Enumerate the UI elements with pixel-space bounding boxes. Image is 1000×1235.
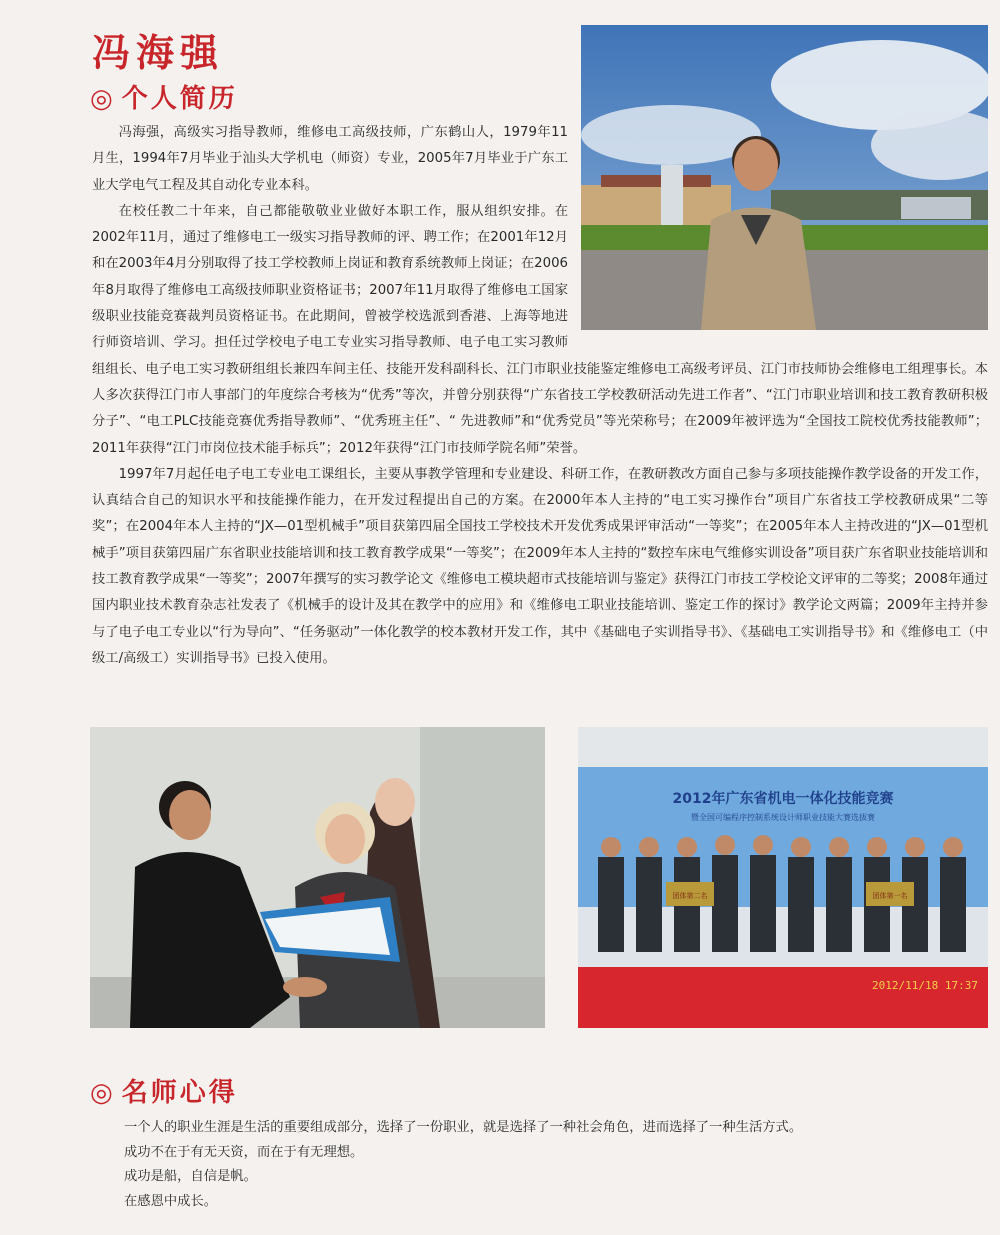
competition-team-photo [578, 727, 988, 1028]
insight-line: 成功是船，自信是帆。 [124, 1169, 257, 1184]
insight-line: 在感恩中成长。 [124, 1193, 218, 1209]
insight-line: 一个人的职业生涯是生活的重要组成部分，选择了一份职业，就是选择了一种社会角色，进而选择了一种生活方式。 [124, 1120, 803, 1135]
heading-circle-icon: ◎ [90, 84, 116, 114]
bio-paragraph: 1997年7月起任电子电工专业电工课组长，主要从事教学管理和专业建设、科研工作，在教研教改方面自己参与多项技能操作教学设备的开发工作，认真结合自己的知识水平和技能操作能力，在开发过程提出自己的方案。在2000年本人主持的“电工实习操作台”项目广东省技工学校教研成果“二等奖”；在2004年本人主持的“JX—01型机械手”项目获第四届全国技工学校技术开发优秀成果评审活动“一等奖”；在2005年本人主持改进的“JX—01型机械手”项目获第四届广东省职业技能培训和技工教育教学成果“一等奖”；在2009年本人主持的“数控车床电气维修实训设备”项目获广东省职业技能培训和技工教育教学成果“一等奖”；2007年撰写的实习教学论文《维修电工模块超市式技能培训与鉴定》获得江门市技工学校论文评审的二等奖；2008年通过国内职业技术教育杂志社发表了《机械手的设计及其在教学中的应用》和《维修电工职业技能培训、鉴定工作的探讨》教学论文两篇；2009年主持并参与了电子电工专业以“行为导向”、“任务驱动”一体化教学的校本教材开发工作，其中《基础电子实训指导书》、《基础电工实训指导书》和《维修电工（中级工/高级工）实训指导书》已投入使用。 [92, 466, 988, 666]
insight-section-heading [90, 1072, 238, 1109]
award-handshake-photo [90, 727, 545, 1028]
photo-wrap-spacer [568, 120, 988, 338]
insight-line: 成功不在于有无天资，而在于有无理想。 [124, 1144, 364, 1160]
team-banner-subtitle: 暨全国可编程序控制系统设计师职业技能大赛选拔赛 [691, 813, 875, 822]
insight-text [124, 1116, 984, 1214]
bio-section-heading [90, 78, 238, 115]
heading-circle-icon: ◎ [90, 1078, 116, 1108]
plaque-first-place: 团体第一名 [872, 892, 908, 900]
bio-text [92, 120, 988, 672]
bio-paragraph: 在校任教二十年来，自己都能敬敬业业做好本职工作，服从组织安排。在2002年11月，通过了维修电工一级实习指导教师的评、聘工作；在2001年12月和在2003年4月分别取得了技工学校教师上岗证和教育系统教师上岗证；在2006年8月取得了维修电工高级技师职业资格证书；2007年11月取得了维修电工国家级职业技能竞赛裁判员资格证书。在此期间，曾被学校选派到香港、上海等地进行师资培训、学习。担任过学校电子电工专业实习指导教师、电子电工实习教师组组长、电子电工实习教研组组长兼四车间主任、技能开发科副科长、江门市职业技能鉴定维修电工高级考评员、江门市技师协会维修电工组理事长。本人多次获得江门市人事部门的年度综合考核为“优秀”等次，并曾分别获得“广东省技工学校教研活动先进工作者”、“江门市职业培训和技工教育教研积极分子”、“电工PLC技能竞赛优秀指导教师”、“优秀班主任”、“ 先进教师”和“优秀党员”等光荣称号；在2009年被评选为“全国技工院校优秀技能教师”；2011年获得“江门市岗位技术能手标兵”；2012年获得“江门市技师学院名师”荣誉。 [92, 203, 988, 456]
team-banner-title: 2012年广东省机电一体化技能竞赛 [672, 791, 894, 807]
plaque-second-place: 团体第二名 [672, 892, 708, 900]
insight-heading-title: 名师心得 [121, 1078, 238, 1108]
bio-heading-title: 个人简历 [121, 84, 238, 114]
photo-timestamp: 2012/11/18 17:37 [872, 979, 978, 992]
person-name: 冯海强 [92, 30, 225, 75]
bio-paragraph: 冯海强，高级实习指导教师，维修电工高级技师，广东鹤山人，1979年11月生，1994年7月毕业于汕头大学机电（师资）专业，2005年7月毕业于广东工业大学电气工程及其自动化专业本科。 [92, 125, 568, 193]
